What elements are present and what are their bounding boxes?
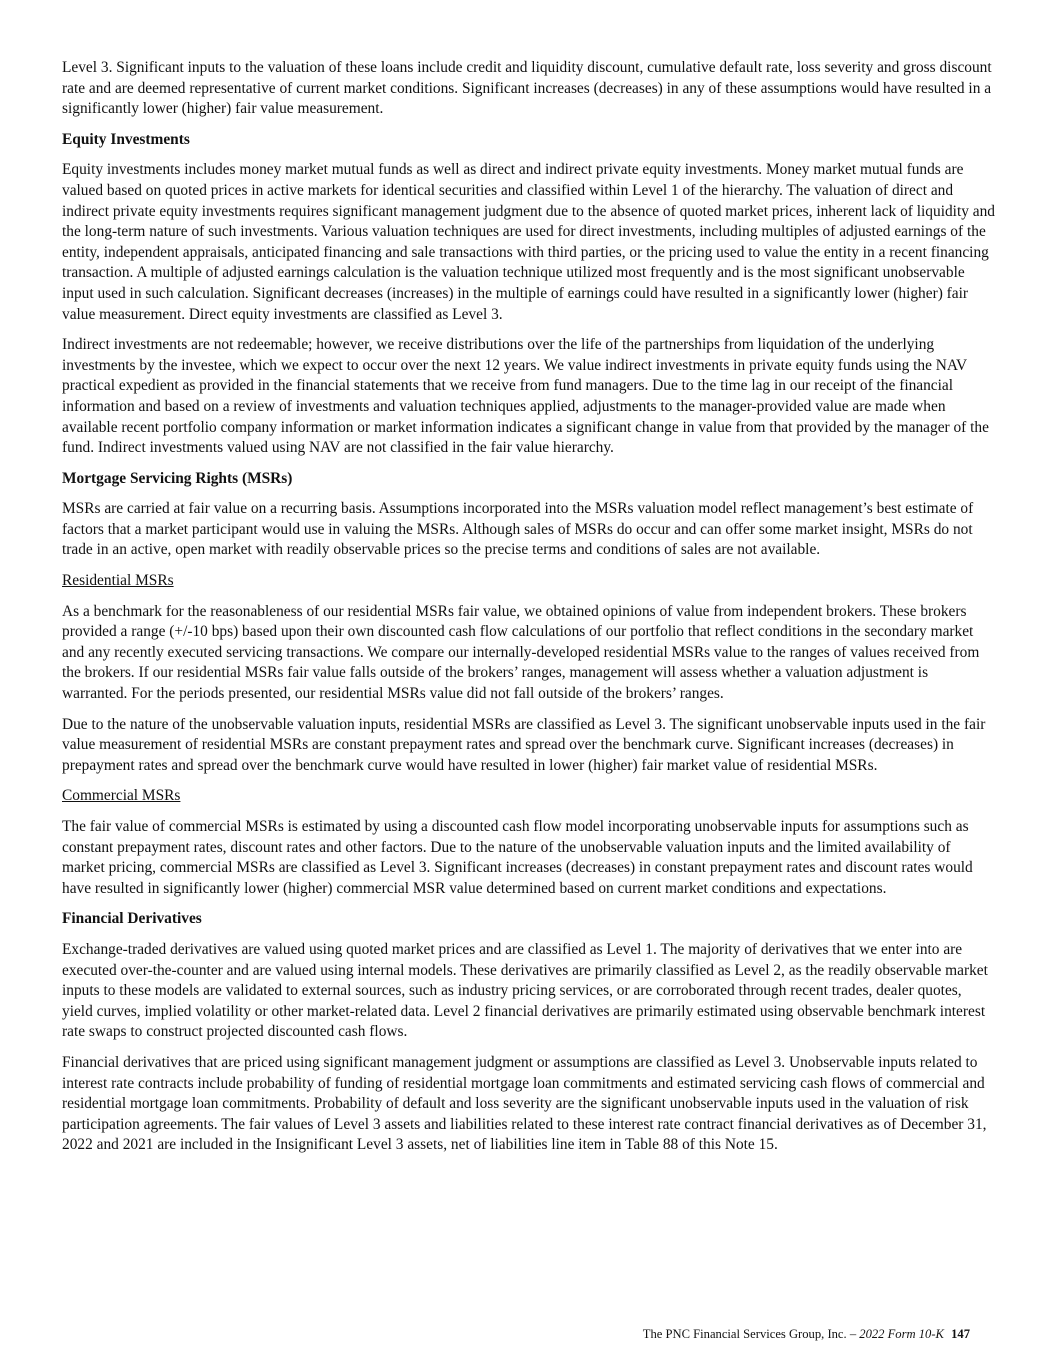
- page-footer: [0, 1326, 970, 1342]
- page-number: 147: [951, 1327, 970, 1341]
- commercial-msrs-heading: Commercial MSRs: [62, 787, 181, 805]
- equity-paragraph-1: Equity investments includes money market mutual funds as well as direct and indirect private equity investments. Money market mutual funds are valued based on quoted prices in active markets for identical securities and classified within Level 1 of the hierarchy. The valuation of direct and indirect private equity investments requires significant management judgment due to the absence of quoted market prices, inherent lack of liquidity and the long-term nature of such investments. Various valuation techniques are used for direct investments, including multiples of adjusted earnings of the entity, independent appraisals, anticipated financing and sale transactions with third parties, or the pricing used to value the entity in a recent financing transaction. A multiple of adjusted earnings calculation is the valuation technique utilized most frequently and is the most significant unobservable input used in such calculation. Significant decreases (increases) in the multiple of earnings could have resulted in a significantly lower (higher) fair value measurement. Direct equity investments are classified as Level 3.: [62, 161, 995, 323]
- financial-derivatives-section: [62, 909, 996, 1156]
- equity-investments-heading: Equity Investments: [62, 130, 190, 148]
- financial-derivatives-heading: Financial Derivatives: [62, 910, 202, 928]
- derivatives-paragraph-2: Financial derivatives that are priced using significant management judgment or assumptions are classified as Level 3. Unobservable inputs related to interest rate contracts include probability of funding of residential mortgage loan commitments and estimated servicing cash flows of commercial and residential mortgage loan commitments. Probability of default and loss severity are the significant unobservable inputs used in the valuation of risk participation agreements. The fair values of Level 3 assets and liabilities related to these interest rate contract financial derivatives as of December 31, 2022 and 2021 are included in the Insignificant Level 3 assets, net of liabilities line item in Table 88 of this Note 15.: [62, 1053, 987, 1154]
- document-body: [62, 58, 996, 1166]
- equity-paragraph-2: Indirect investments are not redeemable; however, we receive distributions over the life of the partnerships from liquidation of the underlying investments by the investee, which we expect to occur over the next 12 years. We value indirect investments in private equity funds using the NAV practical expedient as provided in the financial statements that we receive from fund managers. Due to the time lag in our receipt of the financial information and based on a review of investments and valuation techniques applied, adjustments to the manager-provided value are made when available recent portfolio company information or market information indicates a significant change in value from that provided by the manager of the fund. Indirect investments valued using NAV are not classified in the fair value hierarchy.: [62, 336, 989, 457]
- commercial-msrs-section: [62, 786, 996, 899]
- equity-investments-section: [62, 130, 996, 459]
- intro-paragraph: Level 3. Significant inputs to the valuation of these loans include credit and liquidity discount, cumulative default rate, loss severity and gross discount rate and are deemed representative of current market conditions. Significant increases (decreases) in any of these assumptions would have resulted in a significantly lower (higher) fair value measurement.: [62, 59, 992, 118]
- residential-msrs-section: [62, 571, 996, 776]
- msrs-section: [62, 469, 996, 561]
- msrs-paragraph: MSRs are carried at fair value on a recurring basis. Assumptions incorporated into the MSRs valuation model reflect management’s best estimate of factors that a market participant would use in valuing the MSRs. Although sales of MSRs do occur and can offer some market insight, MSRs do not trade in an active, open market with readily observable prices so the precise terms and conditions of sales are not available.: [62, 500, 974, 559]
- residential-paragraph-2: Due to the nature of the unobservable valuation inputs, residential MSRs are classified as Level 3. The significant unobservable inputs used in the fair value measurement of residential MSRs are constant prepayment rates and spread over the benchmark curve. Significant increases (decreases) in prepayment rates and spread over the benchmark curve would have resulted in lower (higher) fair market value of residential MSRs.: [62, 715, 986, 774]
- footer-form-name: 2022 Form 10-K: [859, 1327, 944, 1341]
- derivatives-paragraph-1: Exchange-traded derivatives are valued using quoted market prices and are classified as Level 1. The majority of derivatives that we enter into are executed over-the-counter and are valued using internal models. These derivatives are primarily classified as Level 2, as the readily observable market inputs to these models are validated to external sources, such as industry pricing services, or are corroborated through recent trades, dealer quotes, yield curves, implied volatility or other market-related data. Level 2 financial derivatives are primarily estimated using observable benchmark interest rate swaps to construct projected discounted cash flows.: [62, 940, 988, 1041]
- commercial-paragraph: The fair value of commercial MSRs is estimated by using a discounted cash flow model incorporating unobservable inputs for assumptions such as constant prepayment rates, discount rates and other factors. Due to the nature of the unobservable valuation inputs and the limited availability of market pricing, commercial MSRs are classified as Level 3. Significant increases (decreases) in constant prepayment rates and discount rates would have resulted in significantly lower (higher) commercial MSR value determined based on current market conditions and expectations.: [62, 818, 973, 897]
- footer-company: The PNC Financial Services Group, Inc. –: [642, 1327, 857, 1341]
- residential-msrs-heading: Residential MSRs: [62, 572, 174, 590]
- msrs-heading: Mortgage Servicing Rights (MSRs): [62, 469, 293, 487]
- residential-paragraph-1: As a benchmark for the reasonableness of our residential MSRs fair value, we obtained opinions of value from independent brokers. These brokers provided a range (+/-10 bps) based upon their own discounted cash flow calculations of our portfolio that reflect conditions in the secondary market and any recently executed servicing transactions. We compare our internally-developed residential MSRs value to the ranges of values received from the brokers. If our residential MSRs fair value falls outside of the brokers’ ranges, management will assess whether a valuation adjustment is warranted. For the periods presented, our residential MSRs value did not fall outside of the brokers’ ranges.: [62, 602, 980, 703]
